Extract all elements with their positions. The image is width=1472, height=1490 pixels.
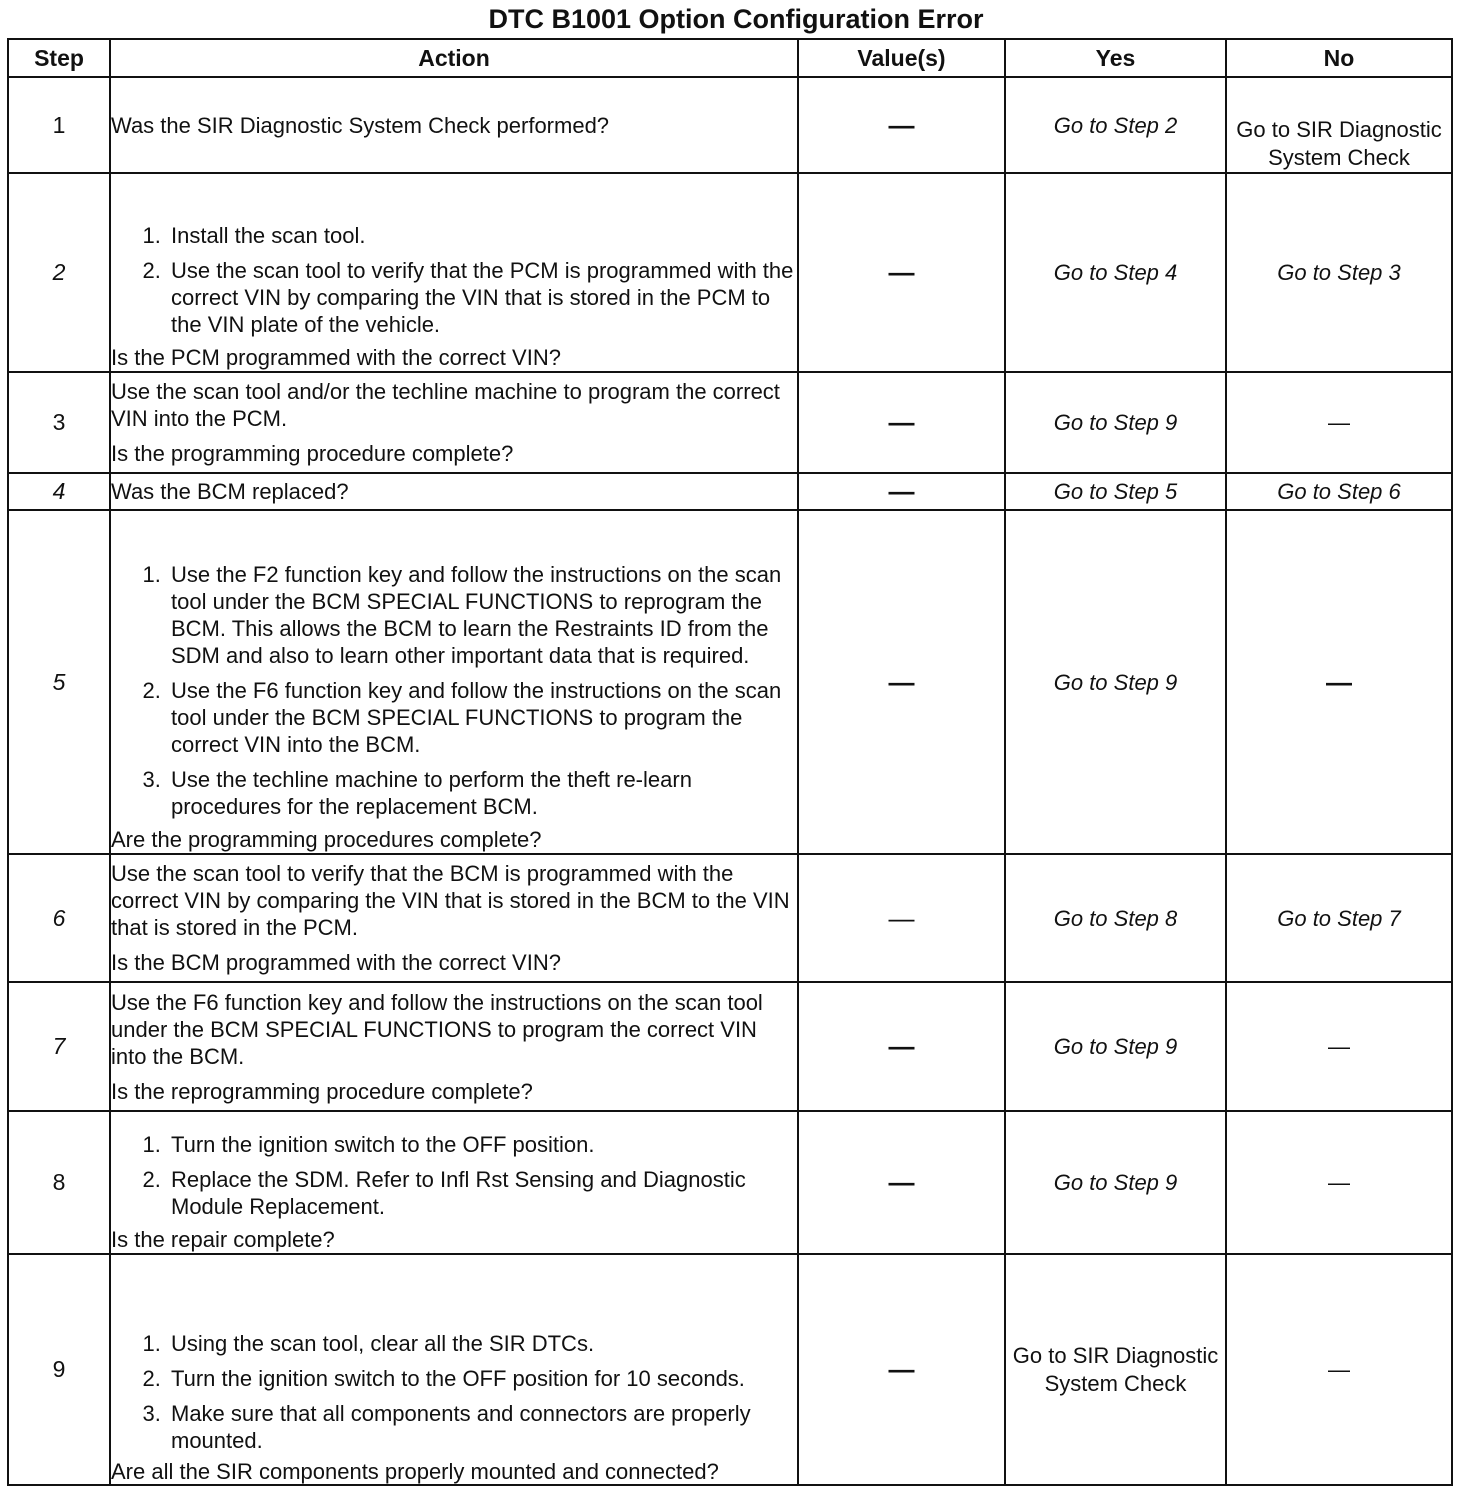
yes-cell: Go to SIR Diagnostic System Check bbox=[1005, 1254, 1226, 1485]
action-cell bbox=[110, 1254, 798, 1485]
list-item: 3. Make sure that all components and connectors are properly mounted. bbox=[167, 1400, 797, 1454]
action-question: Is the programming procedure complete? bbox=[111, 441, 514, 466]
step-number: 6 bbox=[8, 854, 110, 982]
value-cell: — bbox=[798, 473, 1005, 510]
table-row bbox=[8, 473, 1452, 510]
yes-cell: Go to Step 5 bbox=[1005, 473, 1226, 510]
step-number: 4 bbox=[8, 473, 110, 510]
action-list bbox=[111, 1330, 797, 1454]
value-cell: — bbox=[798, 1111, 1005, 1254]
list-item: 1. Install the scan tool. bbox=[167, 222, 797, 249]
yes-cell: Go to Step 8 bbox=[1005, 854, 1226, 982]
step-number: 5 bbox=[8, 510, 110, 854]
value-cell: — bbox=[798, 372, 1005, 473]
value-cell: — bbox=[798, 510, 1005, 854]
action-text: Was the BCM replaced? bbox=[111, 479, 349, 504]
value-cell: — bbox=[798, 1254, 1005, 1485]
step-number: 8 bbox=[8, 1111, 110, 1254]
diagnostic-table bbox=[7, 38, 1453, 1486]
header-no: No bbox=[1226, 39, 1452, 77]
action-question: Are all the SIR components properly mounted and connected? bbox=[111, 1459, 719, 1484]
action-list bbox=[111, 561, 797, 820]
step-number: 2 bbox=[8, 173, 110, 372]
table-row bbox=[8, 1111, 1452, 1254]
yes-cell: Go to Step 9 bbox=[1005, 510, 1226, 854]
table-row bbox=[8, 1254, 1452, 1485]
table-row bbox=[8, 854, 1452, 982]
table-row bbox=[8, 982, 1452, 1111]
action-cell bbox=[110, 510, 798, 854]
action-text: Was the SIR Diagnostic System Check performed? bbox=[111, 112, 610, 138]
list-item: 2. Turn the ignition switch to the OFF position for 10 seconds. bbox=[167, 1365, 797, 1392]
action-cell bbox=[110, 1111, 798, 1254]
action-question: Are the programming procedures complete? bbox=[111, 827, 542, 852]
list-item: 1. Use the F2 function key and follow the instructions on the scan tool under the BCM SPECIAL FUNCTIONS to reprogram the BCM. This allows the BCM to learn the Restraints ID from the SDM and also to learn other important data that is required. bbox=[167, 561, 797, 669]
header-action: Action bbox=[110, 39, 798, 77]
step-number: 9 bbox=[8, 1254, 110, 1485]
action-question: Is the BCM programmed with the correct VIN? bbox=[111, 950, 561, 975]
yes-cell: Go to Step 9 bbox=[1005, 982, 1226, 1111]
no-cell: Go to Step 7 bbox=[1226, 854, 1452, 982]
action-list bbox=[111, 1131, 797, 1220]
yes-cell: Go to Step 4 bbox=[1005, 173, 1226, 372]
action-cell bbox=[110, 372, 798, 473]
action-question: Is the repair complete? bbox=[111, 1227, 335, 1252]
value-cell: — bbox=[798, 854, 1005, 982]
list-item: 2. Replace the SDM. Refer to Infl Rst Sensing and Diagnostic Module Replacement. bbox=[167, 1166, 797, 1220]
no-cell: — bbox=[1226, 1111, 1452, 1254]
header-step: Step bbox=[8, 39, 110, 77]
table-row bbox=[8, 510, 1452, 854]
action-cell bbox=[110, 173, 798, 372]
list-item: 1. Using the scan tool, clear all the SIR DTCs. bbox=[167, 1330, 797, 1357]
no-cell: Go to Step 3 bbox=[1226, 173, 1452, 372]
action-cell bbox=[110, 982, 798, 1111]
value-cell: — bbox=[798, 982, 1005, 1111]
step-number: 7 bbox=[8, 982, 110, 1111]
action-question: Is the PCM programmed with the correct VIN? bbox=[111, 345, 561, 370]
header-yes: Yes bbox=[1005, 39, 1226, 77]
no-cell: Go to SIR Diagnostic System Check bbox=[1226, 77, 1452, 173]
action-cell bbox=[110, 473, 798, 510]
step-number: 3 bbox=[8, 372, 110, 473]
list-item: 2. Use the F6 function key and follow the instructions on the scan tool under the BCM SPECIAL FUNCTIONS to program the correct VIN into the BCM. bbox=[167, 677, 797, 758]
table-row bbox=[8, 173, 1452, 372]
no-cell: — bbox=[1226, 1254, 1452, 1485]
no-cell: — bbox=[1226, 510, 1452, 854]
action-cell bbox=[110, 854, 798, 982]
yes-cell: Go to Step 2 bbox=[1005, 77, 1226, 173]
value-cell: — bbox=[798, 77, 1005, 173]
header-row bbox=[8, 39, 1452, 77]
no-cell: — bbox=[1226, 372, 1452, 473]
yes-cell: Go to Step 9 bbox=[1005, 372, 1226, 473]
step-number: 1 bbox=[8, 77, 110, 173]
list-item: 3. Use the techline machine to perform the theft re-learn procedures for the replacement BCM. bbox=[167, 766, 797, 820]
action-cell bbox=[110, 77, 798, 173]
table-row bbox=[8, 372, 1452, 473]
header-values: Value(s) bbox=[798, 39, 1005, 77]
page-title: DTC B1001 Option Configuration Error bbox=[488, 4, 984, 34]
yes-cell: Go to Step 9 bbox=[1005, 1111, 1226, 1254]
action-question: Is the reprogramming procedure complete? bbox=[111, 1078, 533, 1104]
table-row bbox=[8, 77, 1452, 173]
action-text: Use the scan tool to verify that the BCM is programmed with the correct VIN by comparing the VIN that is stored in the BCM to the VIN that is stored in the PCM. bbox=[111, 861, 790, 940]
action-list bbox=[111, 222, 797, 338]
list-item: 2. Use the scan tool to verify that the PCM is programmed with the correct VIN by comparing the VIN that is stored in the PCM to the VIN plate of the vehicle. bbox=[167, 257, 797, 338]
action-text: Use the F6 function key and follow the instructions on the scan tool under the BCM SPECIAL FUNCTIONS to program the correct VIN into the BCM. bbox=[111, 989, 763, 1069]
value-cell: — bbox=[798, 173, 1005, 372]
action-text: Use the scan tool and/or the techline machine to program the correct VIN into the PCM. bbox=[111, 379, 780, 431]
no-cell: — bbox=[1226, 982, 1452, 1111]
no-cell: Go to Step 6 bbox=[1226, 473, 1452, 510]
list-item: 1. Turn the ignition switch to the OFF position. bbox=[167, 1131, 797, 1158]
